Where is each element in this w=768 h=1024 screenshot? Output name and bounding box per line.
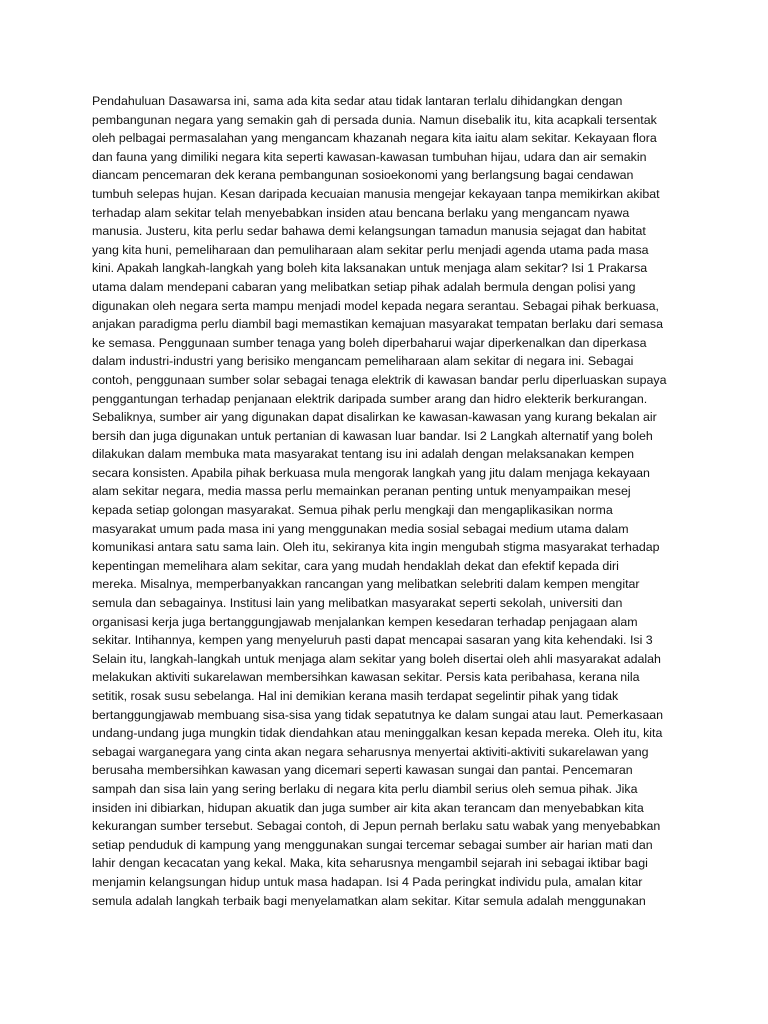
text-line: kekurangan sumber tersebut. Sebagai contoh, di Jepun pernah berlaku satu wabak yang menyebabkan <box>92 819 661 834</box>
text-line: digunakan oleh negara serta mampu menjadi model kepada negara serantau. Sebagai pihak berkuasa, <box>92 298 659 313</box>
text-line: sebagai warganegara yang cinta akan negara seharusnya menyertai aktiviti-aktiviti sukarelawan yang <box>92 744 649 759</box>
text-line: bersih dan juga digunakan untuk pertanian di kawasan luar bandar. Isi 2 Langkah alternatif yang boleh <box>92 428 653 443</box>
text-line: dalam industri-industri yang berisiko mengancam pemeliharaan alam sekitar di negara ini. Sebagai <box>92 354 634 369</box>
text-line: kini. Apakah langkah-langkah yang boleh kita laksanakan untuk menjaga alam sekitar? Isi 1 Prakarsa <box>92 261 648 276</box>
text-line: tumbuh selepas hujan. Kesan daripada kecuaian manusia mengejar kekayaan tanpa memikirkan akibat <box>92 186 660 201</box>
text-line: berusaha membersihkan kawasan yang dicemari seperti kawasan sungai dan pantai. Pencemaran <box>92 763 633 778</box>
text-line: setiap penduduk di kampung yang menggunakan sungai tercemar sebagai sumber air harian mati dan <box>92 837 653 852</box>
text-line: contoh, penggunaan sumber solar sebagai tenaga elektrik di kawasan bandar perlu diperluaskan supaya <box>92 372 667 387</box>
text-line: menjamin kelangsungan hidup untuk masa hadapan. Isi 4 Pada peringkat individu pula, amalan kitar <box>92 874 643 889</box>
text-line: lahir dengan kecacatan yang kekal. Maka, kita seharusnya mengambil sejarah ini sebagai iktibar bagi <box>92 856 648 871</box>
text-line: dilakukan dalam membuka mata masyarakat tentang isu ini adalah dengan melaksanakan kempen <box>92 447 635 462</box>
text-line: utama dalam mendepani cabaran yang melibatkan setiap pihak adalah bermula dengan polisi yang <box>92 279 636 294</box>
text-line: sampah dan sisa lain yang sering berlaku di negara kita perlu diambil serius oleh semua pihak. Jika <box>92 781 638 796</box>
text-line: sekitar. Intihannya, kempen yang menyeluruh pasti dapat mencapai sasaran yang kita kehendaki. Isi 3 <box>92 633 653 648</box>
text-line: organisasi kerja juga bertanggungjawab menjalankan kempen kesedaran terhadap penjagaan alam <box>92 614 638 629</box>
text-line: terhadap alam sekitar telah menyebabkan insiden atau bencana berlaku yang mengancam nyawa <box>92 205 630 220</box>
text-line: yang kita huni, pemeliharaan dan pemuliharaan alam sekitar perlu menjadi agenda utama pada masa <box>92 242 649 257</box>
text-line: melakukan aktiviti sukarelawan membersihkan kawasan sekitar. Persis kata peribahasa, kerana nila <box>92 670 640 685</box>
text-line: oleh pelbagai permasalahan yang mengancam khazanah negara kita iaitu alam sekitar. Kekayaan flora <box>92 131 657 146</box>
text-line: mereka. Misalnya, memperbanyakkan rancangan yang melibatkan selebriti dalam kempen mengitar <box>92 577 640 592</box>
text-line: Sebaliknya, sumber air yang digunakan dapat disalirkan ke kawasan-kawasan yang kurang bekalan air <box>92 410 657 425</box>
text-line: alam sekitar negara, media massa perlu memainkan peranan penting untuk menyampaikan mesej <box>92 484 631 499</box>
text-line: secara konsisten. Apabila pihak berkuasa mula mengorak langkah yang jitu dalam menjaga kekayaan <box>92 465 650 480</box>
text-line: semula dan sebagainya. Institusi lain yang melibatkan masyarakat seperti sekolah, universiti dan <box>92 596 623 611</box>
essay-text <box>92 92 682 910</box>
text-line: Selain itu, langkah-langkah untuk menjaga alam sekitar yang boleh disertai oleh ahli masyarakat adalah <box>92 651 661 666</box>
text-line: manusia. Justeru, kita perlu sedar bahawa demi kelangsungan tamadun manusia sejagat dan habitat <box>92 224 646 239</box>
text-line: Pendahuluan Dasawarsa ini, sama ada kita sedar atau tidak lantaran terlalu dihidangkan dengan <box>92 94 623 108</box>
text-line: semula adalah langkah terbaik bagi menyelamatkan alam sekitar. Kitar semula adalah menggunakan <box>92 893 646 908</box>
text-line: diancam pencemaran dek kerana pembangunan sosioekonomi yang berlangsung bagai cendawan <box>92 168 634 183</box>
text-line: kepada setiap golongan masyarakat. Semua pihak perlu mengkaji dan mengaplikasikan norma <box>92 503 613 518</box>
text-line: penggantungan terhadap penjanaan elektrik daripada sumber arang dan hidro elekterik berkurangan. <box>92 391 648 406</box>
text-line: insiden ini dibiarkan, hidupan akuatik dan juga sumber air kita akan terancam dan menyebabkan kita <box>92 800 644 815</box>
text-line: pembangunan negara yang semakin gah di persada dunia. Namun disebalik itu, kita acapkali tersentak <box>92 112 657 127</box>
text-line: dan fauna yang dimiliki negara kita seperti kawasan-kawasan tumbuhan hijau, udara dan air semakin <box>92 149 647 164</box>
text-line: anjakan paradigma perlu diambil bagi memastikan kemajuan masyarakat tempatan berlaku dari semasa <box>92 317 663 332</box>
text-line: setitik, rosak susu sebelanga. Hal ini demikian kerana masih terdapat segelintir pihak yang tidak <box>92 689 619 703</box>
text-line: kepentingan memelihara alam sekitar, cara yang mudah hendaklah dekat dan efektif kepada diri <box>92 558 619 573</box>
text-line: undang-undang juga mungkin tidak diendahkan atau meninggalkan kesan kepada mereka. Oleh itu, kita <box>92 726 663 741</box>
text-line: komunikasi antara satu sama lain. Oleh itu, sekiranya kita ingin mengubah stigma masyarakat terhadap <box>92 540 660 555</box>
text-line: bertanggungjawab membuang sisa-sisa yang tidak sepatutnya ke dalam sungai atau laut. Pemerkasaan <box>92 707 664 722</box>
text-line: masyarakat umum pada masa ini yang menggunakan media sosial sebagai medium utama dalam <box>92 521 629 536</box>
text-line: ke semasa. Penggunaan sumber tenaga yang boleh diperbaharui wajar diperkenalkan dan diperkasa <box>92 335 647 350</box>
